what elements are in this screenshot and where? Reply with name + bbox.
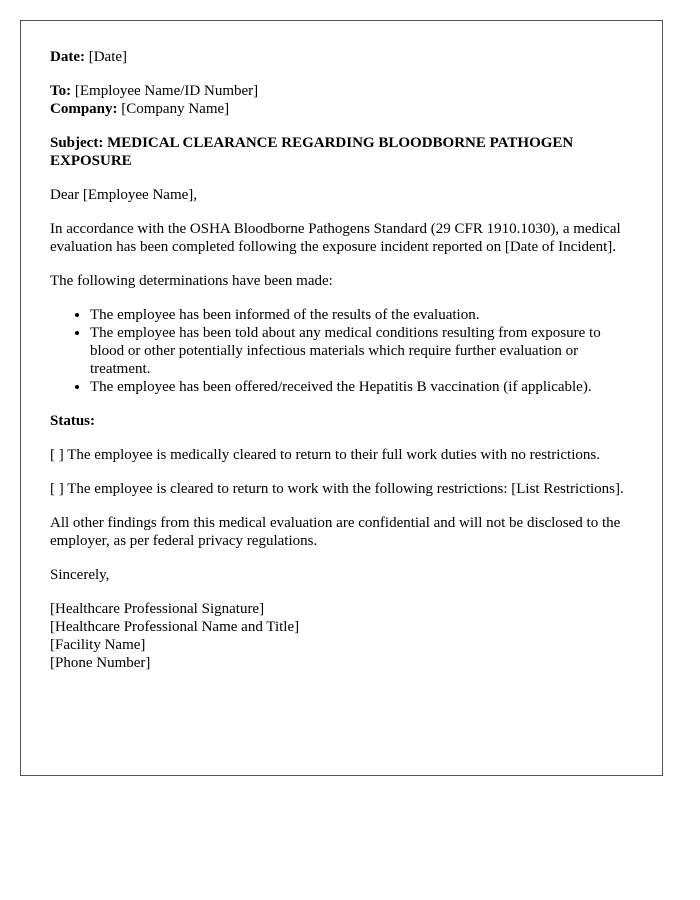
- company-label: Company:: [50, 101, 118, 117]
- closing: Sincerely,: [50, 567, 110, 583]
- list-item: • The employee has been offered/received the Hepatitis B vaccination (if applicable).: [90, 378, 633, 396]
- intro-paragraph: In accordance with the OSHA Bloodborne Pathogens Standard (29 CFR 1910.1030), a medical evaluation has been completed following the exposure incident reported on [Date of Incident].: [50, 221, 621, 255]
- to-label: To:: [50, 83, 72, 99]
- status-option-full-clearance: [ ] The employee is medically cleared to return to their full work duties with no restrictions.: [50, 447, 600, 463]
- determinations-intro: The following determinations have been made:: [50, 273, 333, 289]
- recipient-block: [50, 82, 633, 118]
- date-line: [50, 48, 633, 66]
- confidentiality-paragraph: All other findings from this medical evaluation are confidential and will not be disclosed to the employer, as per federal privacy regulations.: [50, 515, 621, 549]
- phone-line: [Phone Number]: [50, 655, 151, 671]
- signature-line: [Healthcare Professional Signature]: [50, 601, 265, 617]
- signature-block: [50, 600, 633, 672]
- list-item: • The employee has been informed of the results of the evaluation.: [90, 306, 633, 324]
- date-label: Date:: [50, 49, 85, 65]
- status-option-restricted: [ ] The employee is cleared to return to work with the following restrictions: [List Restrictions].: [50, 481, 624, 497]
- facility-line: [Facility Name]: [50, 637, 146, 653]
- status-heading: Status:: [50, 413, 96, 429]
- name-title-line: [Healthcare Professional Name and Title]: [50, 619, 300, 635]
- salutation: Dear [Employee Name],: [50, 187, 198, 203]
- list-item: • The employee has been told about any medical conditions resulting from exposure to blood or other potentially infectious materials which require further evaluation or treatment.: [90, 324, 633, 378]
- to-value: [Employee Name/ID Number]: [74, 83, 259, 99]
- subject-value: MEDICAL CLEARANCE REGARDING BLOODBORNE PATHOGEN EXPOSURE: [50, 135, 574, 169]
- subject-label: Subject:: [50, 135, 104, 151]
- company-value: [Company Name]: [121, 101, 230, 117]
- date-value: [Date]: [88, 49, 128, 65]
- status-label: [50, 412, 633, 430]
- subject-line: [50, 134, 633, 170]
- determinations-list: [50, 306, 633, 396]
- letter: [20, 20, 663, 776]
